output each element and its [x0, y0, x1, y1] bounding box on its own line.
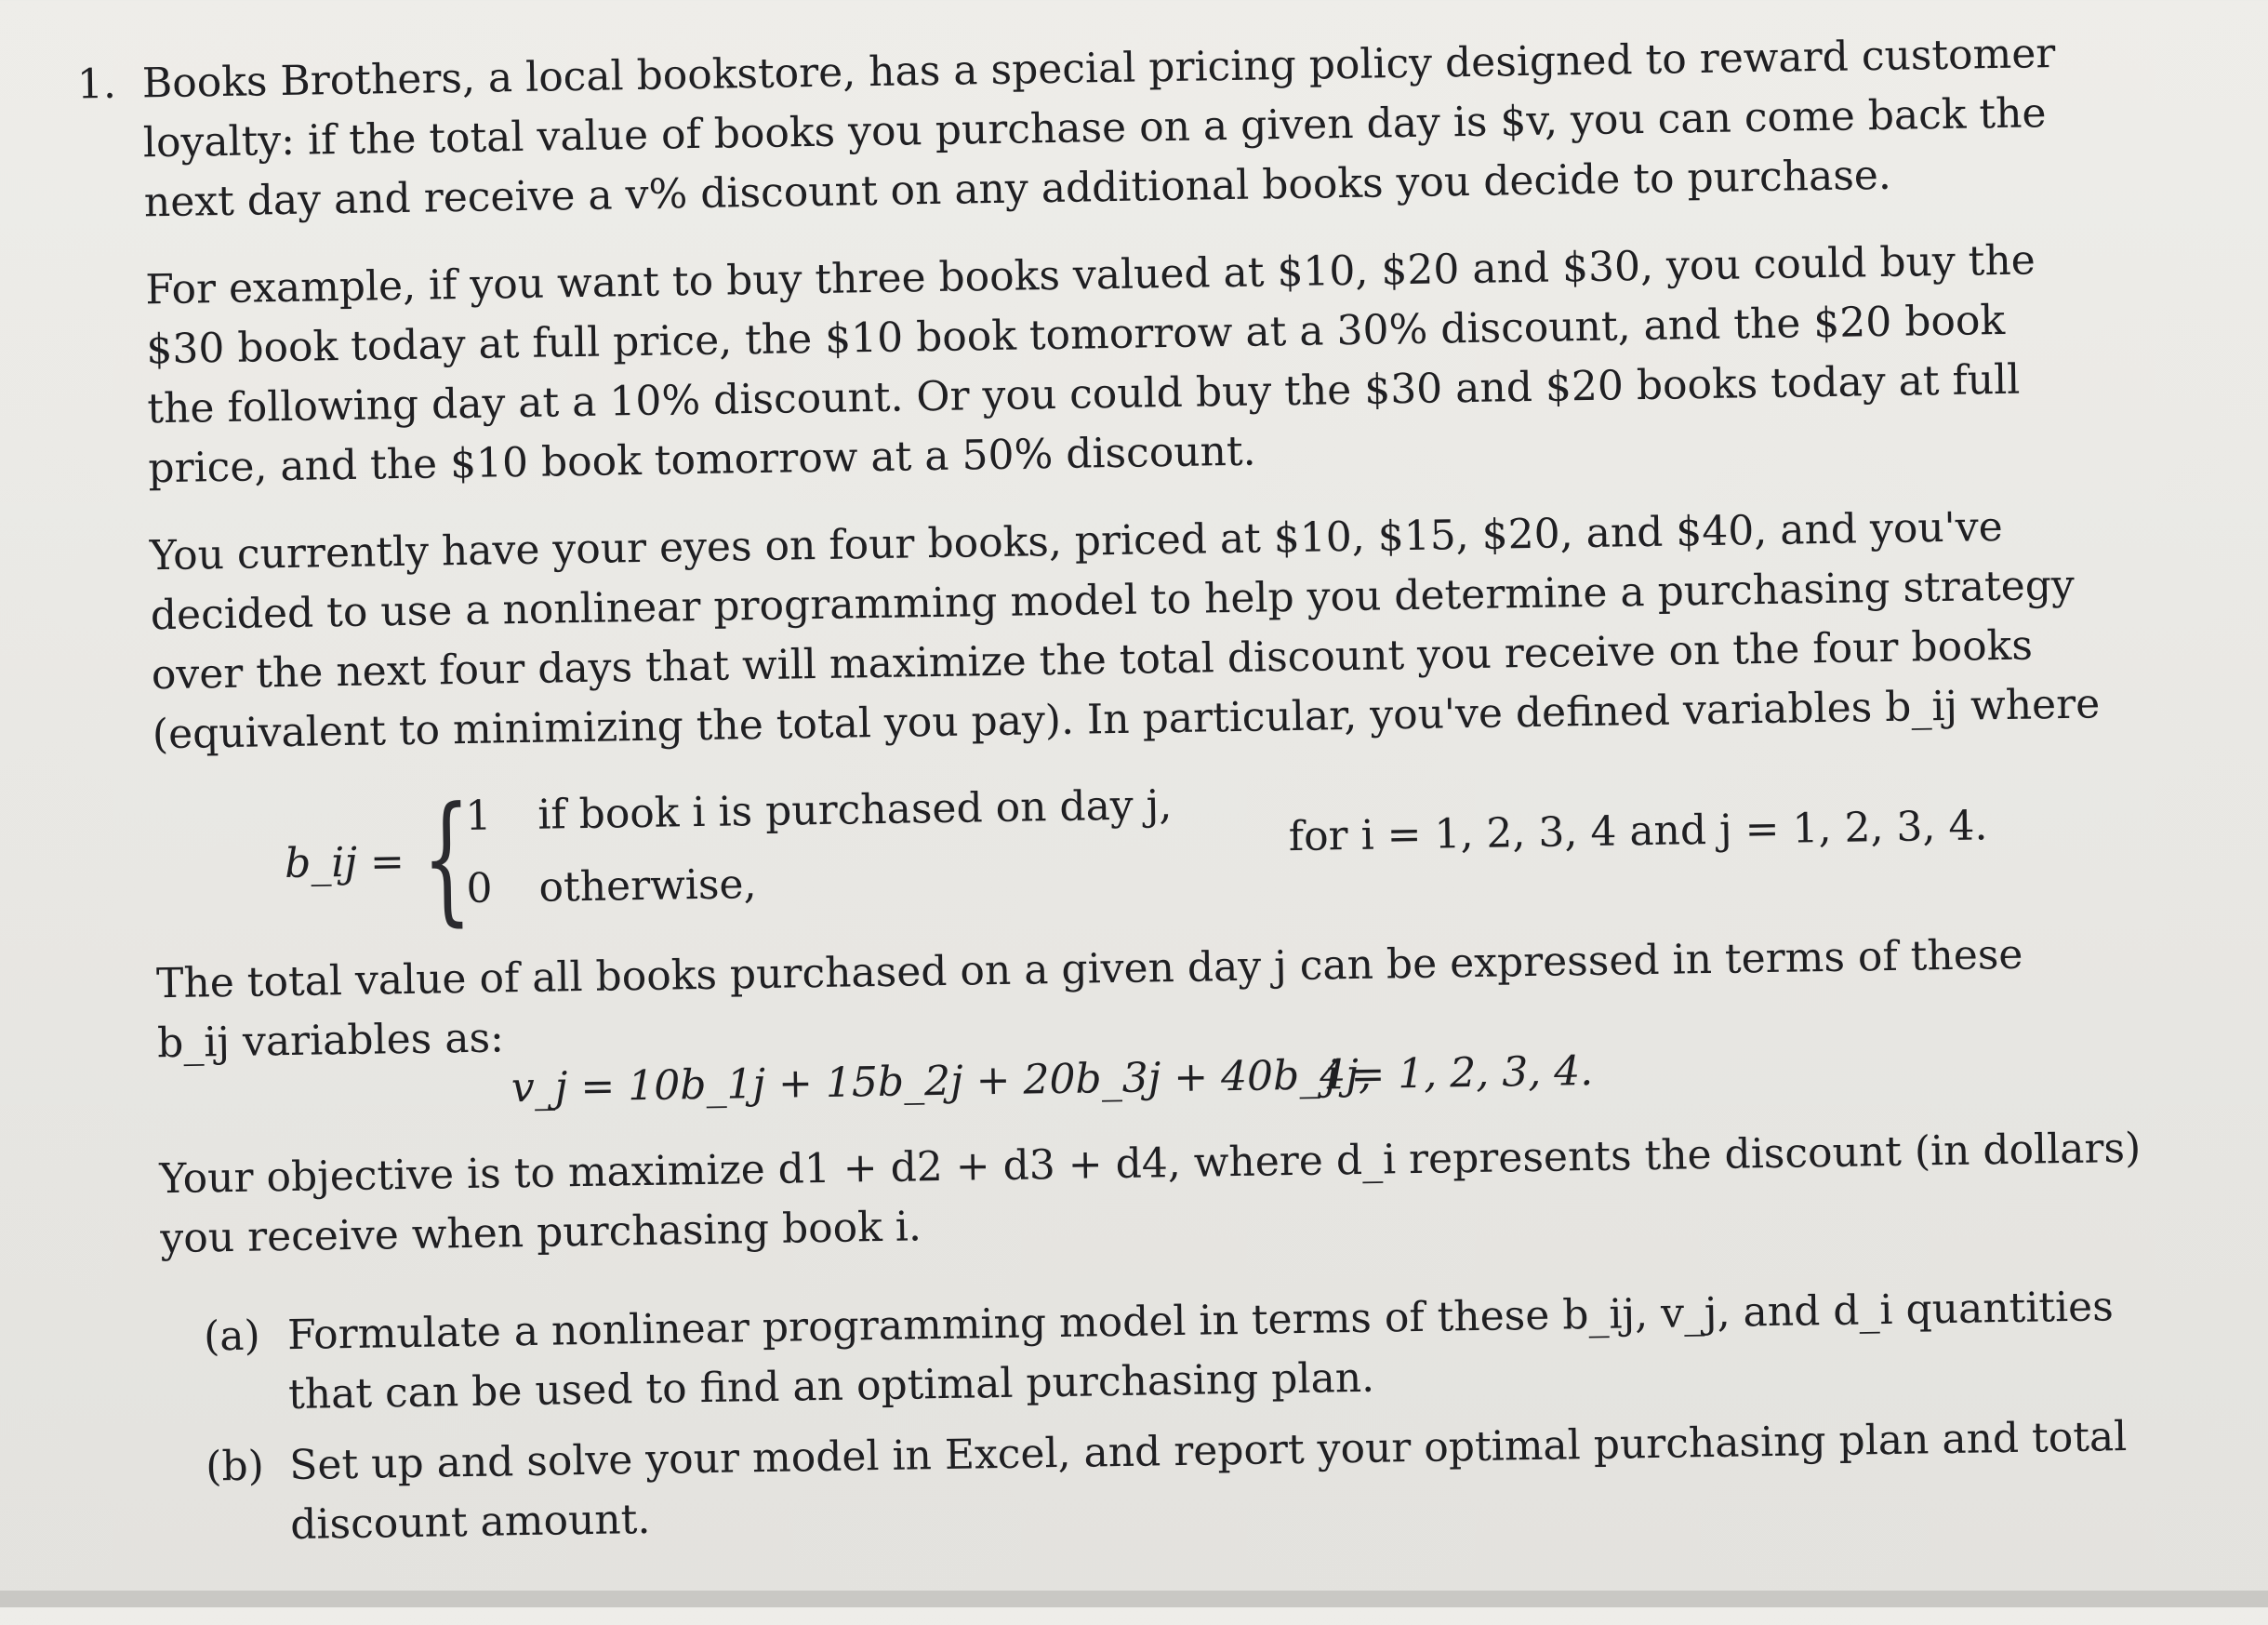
- part-a-line: Formulate a nonlinear programming model in terms of these b_ij, v_j, and d_i quantities: [286, 1283, 2115, 1360]
- part-b-text: [288, 1408, 2128, 1555]
- part-a-label: (a): [203, 1312, 261, 1361]
- total-value-line: b_ij variables as:: [156, 1014, 505, 1068]
- part-a: [203, 1278, 2115, 1419]
- equation-index: j = 1, 2, 3, 4.: [1324, 1046, 1594, 1099]
- context-line: over the next four days that will maximize the total discount you receive on the four books: [151, 621, 2034, 699]
- part-b-line: Set up and solve your model in Excel, and report your optimal purchasing plan and total: [288, 1413, 2128, 1490]
- example-line: For example, if you want to buy three books valued at $10, $20 and $30, you could buy the: [145, 236, 2036, 314]
- case-two-text: otherwise,: [538, 860, 757, 912]
- objective-paragraph: [159, 1120, 2142, 1270]
- context-line: decided to use a nonlinear programming model to help you determine a purchasing strategy: [150, 561, 2076, 640]
- case-two-value: 0: [466, 864, 493, 912]
- total-value-line: The total value of all books purchased on a given day j can be expressed in terms of these: [155, 930, 2023, 1008]
- definition-lhs: b_ij =: [284, 838, 405, 888]
- screen-bottom-edge: [0, 1591, 2268, 1607]
- objective-line: Your objective is to maximize d1 + d2 + d3 + d4, where d_i represents the discount (in dollars): [159, 1124, 2142, 1204]
- part-a-line: that can be used to find an optimal purchasing plan.: [287, 1353, 1375, 1419]
- case-one: [465, 776, 1173, 846]
- example-line: $30 book today at full price, the $10 book tomorrow at a 30% discount, and the $20 book: [146, 296, 2006, 374]
- variable-definition: [200, 764, 1988, 940]
- case-two: [466, 855, 757, 919]
- left-brace: {: [420, 777, 472, 940]
- case-one-text: if book i is purchased on day j,: [537, 781, 1173, 839]
- context-line: You currently have your eyes on four books, priced at $10, $15, $20, and $40, and you've: [149, 502, 2004, 580]
- example-line: the following day at a 10% discount. Or you could buy the $30 and $20 books today at full: [147, 355, 2021, 433]
- intro-line: loyalty: if the total value of books you purchase on a given day is $v, you can come back the: [142, 89, 2047, 167]
- problem-1: [76, 24, 2101, 759]
- intro-line: Books Brothers, a local bookstore, has a special pricing policy designed to reward customer: [141, 30, 2056, 108]
- objective-line: you receive when purchasing book i.: [160, 1203, 922, 1263]
- context-paragraph: [149, 497, 2101, 766]
- intro-line: next day and receive a v% discount on any additional books you decide to purchase.: [143, 151, 1892, 227]
- index-condition: for i = 1, 2, 3, 4 and j = 1, 2, 3, 4.: [1288, 802, 1988, 861]
- example-paragraph: [145, 231, 2083, 499]
- context-line: (equivalent to minimizing the total you pay). In particular, you've defined variables b_ij where: [152, 680, 2101, 759]
- problem-number: 1.: [76, 60, 117, 109]
- intro-paragraph: [141, 24, 2078, 233]
- part-a-text: [286, 1278, 2115, 1425]
- equation-expression: v_j = 10b_1j + 15b_2j + 20b_3j + 40b_4j,: [511, 1050, 1373, 1112]
- example-line: price, and the $10 book tomorrow at a 50% discount.: [148, 427, 1256, 493]
- part-b-line: discount amount.: [289, 1495, 651, 1550]
- case-one-value: 1: [464, 792, 492, 840]
- part-b-label: (b): [205, 1442, 265, 1491]
